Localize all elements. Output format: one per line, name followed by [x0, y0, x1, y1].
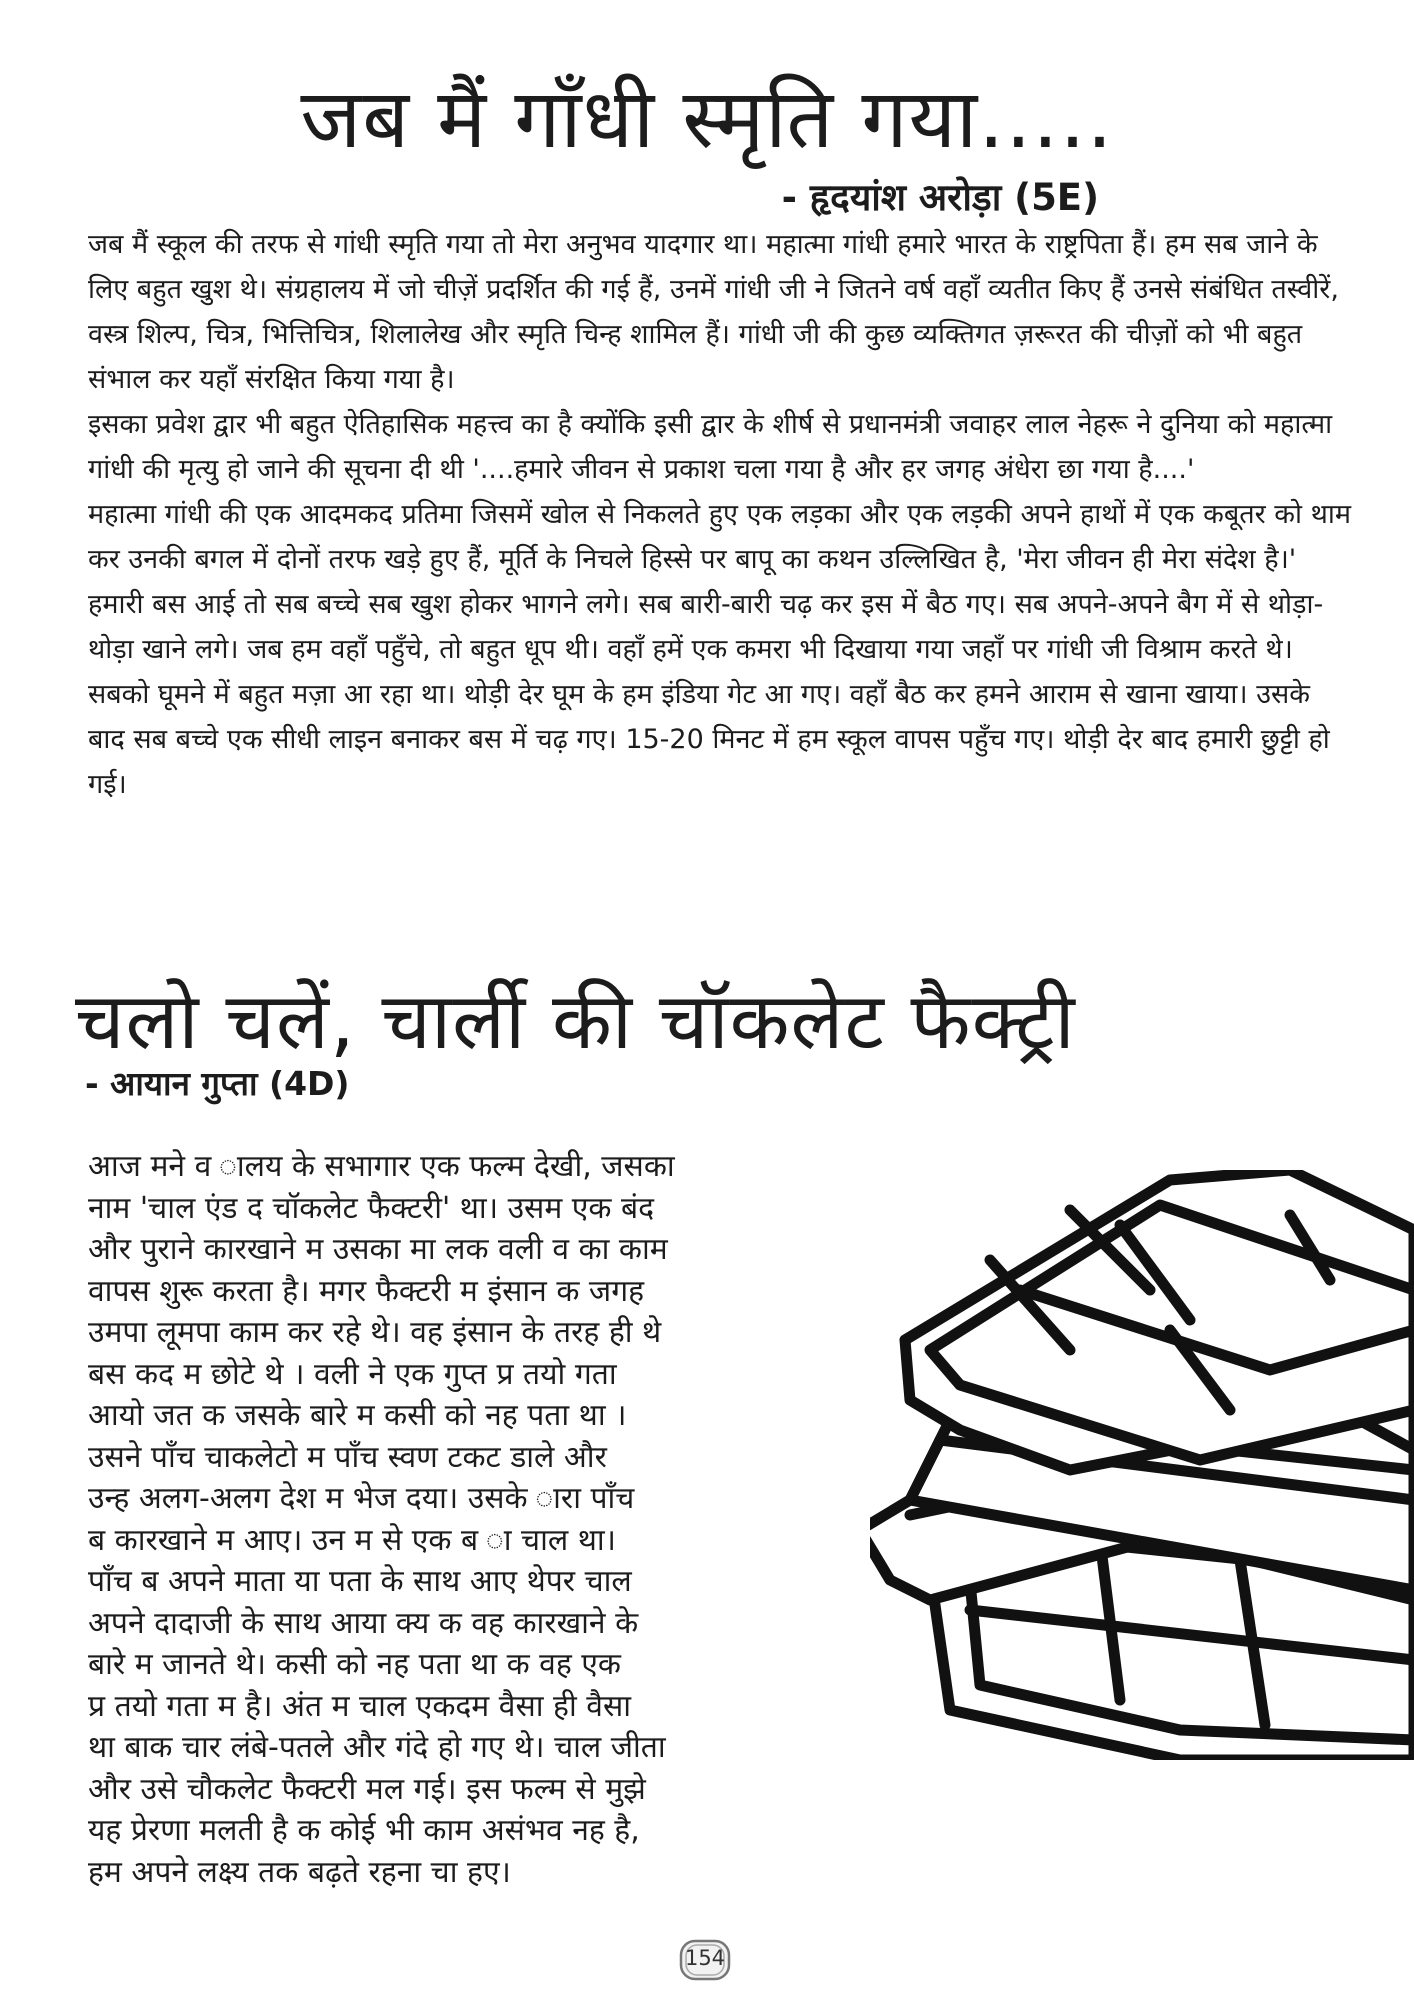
article-2-line: प्र तयो गता म है। अंत म चाल एकदम वैसा ही वैसा	[88, 1688, 632, 1724]
article-2-line: उमपा लूमपा काम कर रहे थे। वह इंसान के तरह ही थे	[88, 1315, 662, 1350]
article-1-paragraph: महात्मा गांधी की एक आदमकद प्रतिमा जिसमें खोल से निकलते हुए एक लड़का और एक लड़की अपने हाथों में एक कबूतर को थाम कर उनकी बगल में दोनों तरफ खड़े हुए हैं, मूर्ति के निचले हिस्से पर बापू का कथन उल्लिखित है, 'मेरा जीवन ही मेरा संदेश है।' हमारी बस आई तो सब बच्चे सब खुश होकर भागने लगे। सब बारी-बारी चढ़ कर इस में बैठ गए। सब अपने-अपने बैग में से थोड़ा-थोड़ा खाने लगे। जब हम वहाँ पहुँचे, तो बहुत धूप थी। वहाँ हमें एक कमरा भी दिखाया गया जहाँ पर गांधी जी विश्राम करते थे। सबको घूमने में बहुत मज़ा आ रहा था। थोड़ी देर घूम के हम इंडिया गेट आ गए। वहाँ बैठ कर हमने आराम से खाना खाया। उसके बाद सब बच्चे एक सीधी लाइन बनाकर बस में चढ़ गए। 15-20 मिनट में हम स्कूल वापस पहुँच गए। थोड़ी देर बाद हमारी छुट्टी हो गई।	[88, 499, 1351, 800]
article-2-line: आयो जत क जसके बारे म कसी को नह पता था ।	[88, 1398, 627, 1433]
article-2-line: बारे म जानते थे। कसी को नह पता था क वह एक	[88, 1647, 621, 1682]
article-1-paragraph: इसका प्रवेश द्वार भी बहुत ऐतिहासिक महत्त्व का है क्योंकि इसी द्वार के शीर्ष से प्रधानमंत्री जवाहर लाल नेहरू ने दुनिया को महात्मा गांधी की मृत्यु हो जाने की सूचना दी थी '....हमारे जीवन से प्रकाश चला गया है और हर जगह अंधेरा छा गया है....'	[88, 409, 1333, 485]
article-2-line: हम अपने लक्ष्य तक बढ़ते रहना चा हए।	[88, 1854, 511, 1890]
article-2-line: उन्ह अलग-अलग देश म भेज दया। उसके ारा पाँच	[88, 1481, 635, 1516]
article-2-line: और उसे चौकलेट फैक्टरी मल गई। इस फल्म से मुझे	[88, 1771, 646, 1807]
article-2-line: अपने दादाजी के साथ आया क्य क वह कारखाने के	[88, 1605, 639, 1641]
article-2-author: - आयान गुप्ता (4D)	[85, 1064, 350, 1103]
article-2-title: चलो चलें, चार्ली की चॉकलेट फैक्ट्री	[75, 977, 1076, 1067]
article-1-paragraph: जब मैं स्कूल की तरफ से गांधी स्मृति गया तो मेरा अनुभव यादगार था। महात्मा गांधी हमारे भारत के राष्ट्रपिता हैं। हम सब जाने के लिए बहुत खुश थे। संग्रहालय में जो चीज़ें प्रदर्शित की गई हैं, उनमें गांधी जी ने जितने वर्ष वहाँ व्यतीत किए हैं उनसे संबंधित तस्वीरें, वस्त्र शिल्प, चित्र, भित्तिचित्र, शिलालेख और स्मृति चिन्ह शामिल हैं। गांधी जी की कुछ व्यक्तिगत ज़रूरत की चीज़ों को भी बहुत संभाल कर यहाँ संरक्षित किया गया है।	[88, 229, 1339, 395]
chocolate-bars-illustration	[870, 1170, 1414, 1760]
article-2-line: पाँच ब अपने माता या पता के साथ आए थेपर चाल	[88, 1564, 632, 1599]
article-1-author: - हृदयांश अरोड़ा (5E)	[781, 176, 1099, 219]
article-2-line: नाम 'चाल एंड द चॉकलेट फैक्टरी' था। उसम एक बंद	[88, 1190, 655, 1226]
article-2-line: बस कद म छोटे थे । वली ने एक गुप्त प्र तयो गता	[88, 1356, 617, 1392]
article-2-line: यह प्रेरणा मलती है क कोई भी काम असंभव नह है,	[88, 1813, 640, 1848]
article-2-line: ब कारखाने म आए। उन म से एक ब ा चाल था।	[88, 1522, 617, 1558]
article-2-line: आज मने व ालय के सभागार एक फल्म देखी, जसका	[88, 1149, 675, 1184]
article-2-line: वापस शुरू करता है। मगर फैक्टरी म इंसान क जगह	[88, 1273, 645, 1309]
article-1-body	[88, 222, 1352, 807]
article-2-body	[88, 1146, 828, 1893]
article-1-title: जब मैं गाँधी स्मृति गया.....	[300, 72, 1114, 167]
article-2-line: था बाक चार लंबे-पतले और गंदे हो गए थे। चाल जीता	[88, 1730, 666, 1765]
page-number: 154	[684, 1946, 726, 1970]
article-2-line: और पुराने कारखाने म उसका मा लक वली व का काम	[88, 1232, 668, 1267]
article-2-line: उसने पाँच चाकलेटो म पाँच स्वण टकट डाले और	[88, 1439, 607, 1475]
page-number-badge	[675, 1935, 735, 1985]
